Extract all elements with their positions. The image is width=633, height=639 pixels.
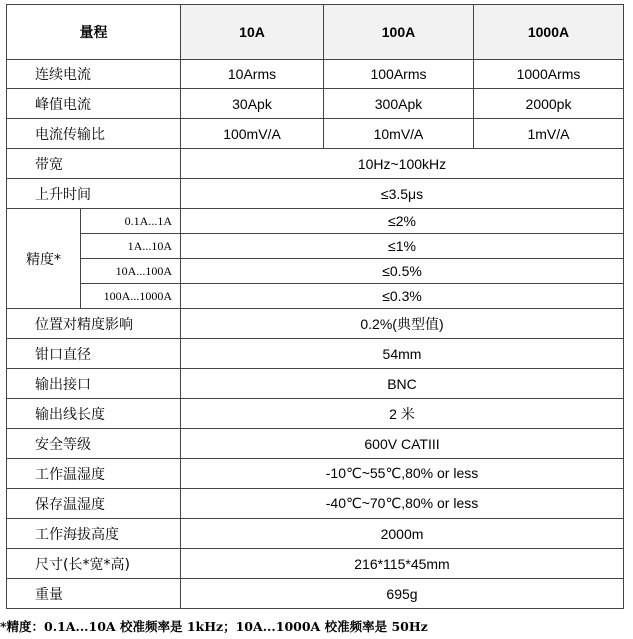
row-label: 工作温湿度	[7, 459, 181, 489]
table-row	[7, 519, 624, 549]
header-col-10a: 10A	[181, 5, 324, 60]
accuracy-value: ≤0.3%	[181, 284, 624, 309]
cell-value: 10mV/A	[324, 119, 474, 149]
cell-value: BNC	[181, 369, 624, 399]
table-row	[7, 89, 624, 119]
table-row	[7, 284, 624, 309]
cell-value: 30Apk	[181, 89, 324, 119]
accuracy-label: 精度*	[7, 209, 81, 309]
cell-value: 300Apk	[324, 89, 474, 119]
table-row	[7, 339, 624, 369]
row-label: 输出接口	[7, 369, 181, 399]
header-col-1000a: 1000A	[474, 5, 624, 60]
cell-value: -40℃~70℃,80% or less	[181, 489, 624, 519]
table-row	[7, 179, 624, 209]
cell-value: 1000Arms	[474, 60, 624, 89]
table-row	[7, 459, 624, 489]
row-label: 重量	[7, 579, 181, 609]
cell-value: -10℃~55℃,80% or less	[181, 459, 624, 489]
table-row	[7, 259, 624, 284]
row-label: 连续电流	[7, 60, 181, 89]
table-row	[7, 489, 624, 519]
row-label: 峰值电流	[7, 89, 181, 119]
cell-value: 2000m	[181, 519, 624, 549]
accuracy-value: ≤2%	[181, 209, 624, 234]
table-row	[7, 369, 624, 399]
row-label: 上升时间	[7, 179, 181, 209]
row-label: 尺寸(长*宽*高)	[7, 549, 181, 579]
table-row	[7, 399, 624, 429]
row-label: 输出线长度	[7, 399, 181, 429]
table-row	[7, 149, 624, 179]
cell-value: 100mV/A	[181, 119, 324, 149]
table-row	[7, 119, 624, 149]
row-label: 钳口直径	[7, 339, 181, 369]
table-row	[7, 60, 624, 89]
cell-value: ≤3.5μs	[181, 179, 624, 209]
table-row	[7, 209, 624, 234]
table-row	[7, 309, 624, 339]
cell-value: 0.2%(典型值)	[181, 309, 624, 339]
cell-value: 54mm	[181, 339, 624, 369]
row-label: 保存温湿度	[7, 489, 181, 519]
cell-value: 2 米	[181, 399, 624, 429]
table-row	[7, 549, 624, 579]
table-row	[7, 429, 624, 459]
row-label: 带宽	[7, 149, 181, 179]
cell-value: 695g	[181, 579, 624, 609]
row-label: 电流传输比	[7, 119, 181, 149]
accuracy-value: ≤0.5%	[181, 259, 624, 284]
table-row	[7, 579, 624, 609]
accuracy-value: ≤1%	[181, 234, 624, 259]
accuracy-range: 1A...10A	[81, 234, 181, 259]
row-label: 位置对精度影响	[7, 309, 181, 339]
header-row	[7, 5, 624, 60]
cell-value: 216*115*45mm	[181, 549, 624, 579]
header-range-label: 量程	[7, 5, 181, 60]
row-label: 安全等级	[7, 429, 181, 459]
cell-value: 100Arms	[324, 60, 474, 89]
accuracy-range: 100A...1000A	[81, 284, 181, 309]
cell-value: 600V CATIII	[181, 429, 624, 459]
cell-value: 1mV/A	[474, 119, 624, 149]
spec-table	[6, 4, 624, 609]
accuracy-range: 10A...100A	[81, 259, 181, 284]
cell-value: 10Arms	[181, 60, 324, 89]
cell-value: 10Hz~100kHz	[181, 149, 624, 179]
row-label: 工作海拔高度	[7, 519, 181, 549]
header-col-100a: 100A	[324, 5, 474, 60]
footnote: *精度：0.1A...10A 校准频率是 1kHz；10A...1000A 校准频率是 50Hz	[0, 619, 428, 634]
cell-value: 2000pk	[474, 89, 624, 119]
table-row	[7, 234, 624, 259]
accuracy-range: 0.1A...1A	[81, 209, 181, 234]
